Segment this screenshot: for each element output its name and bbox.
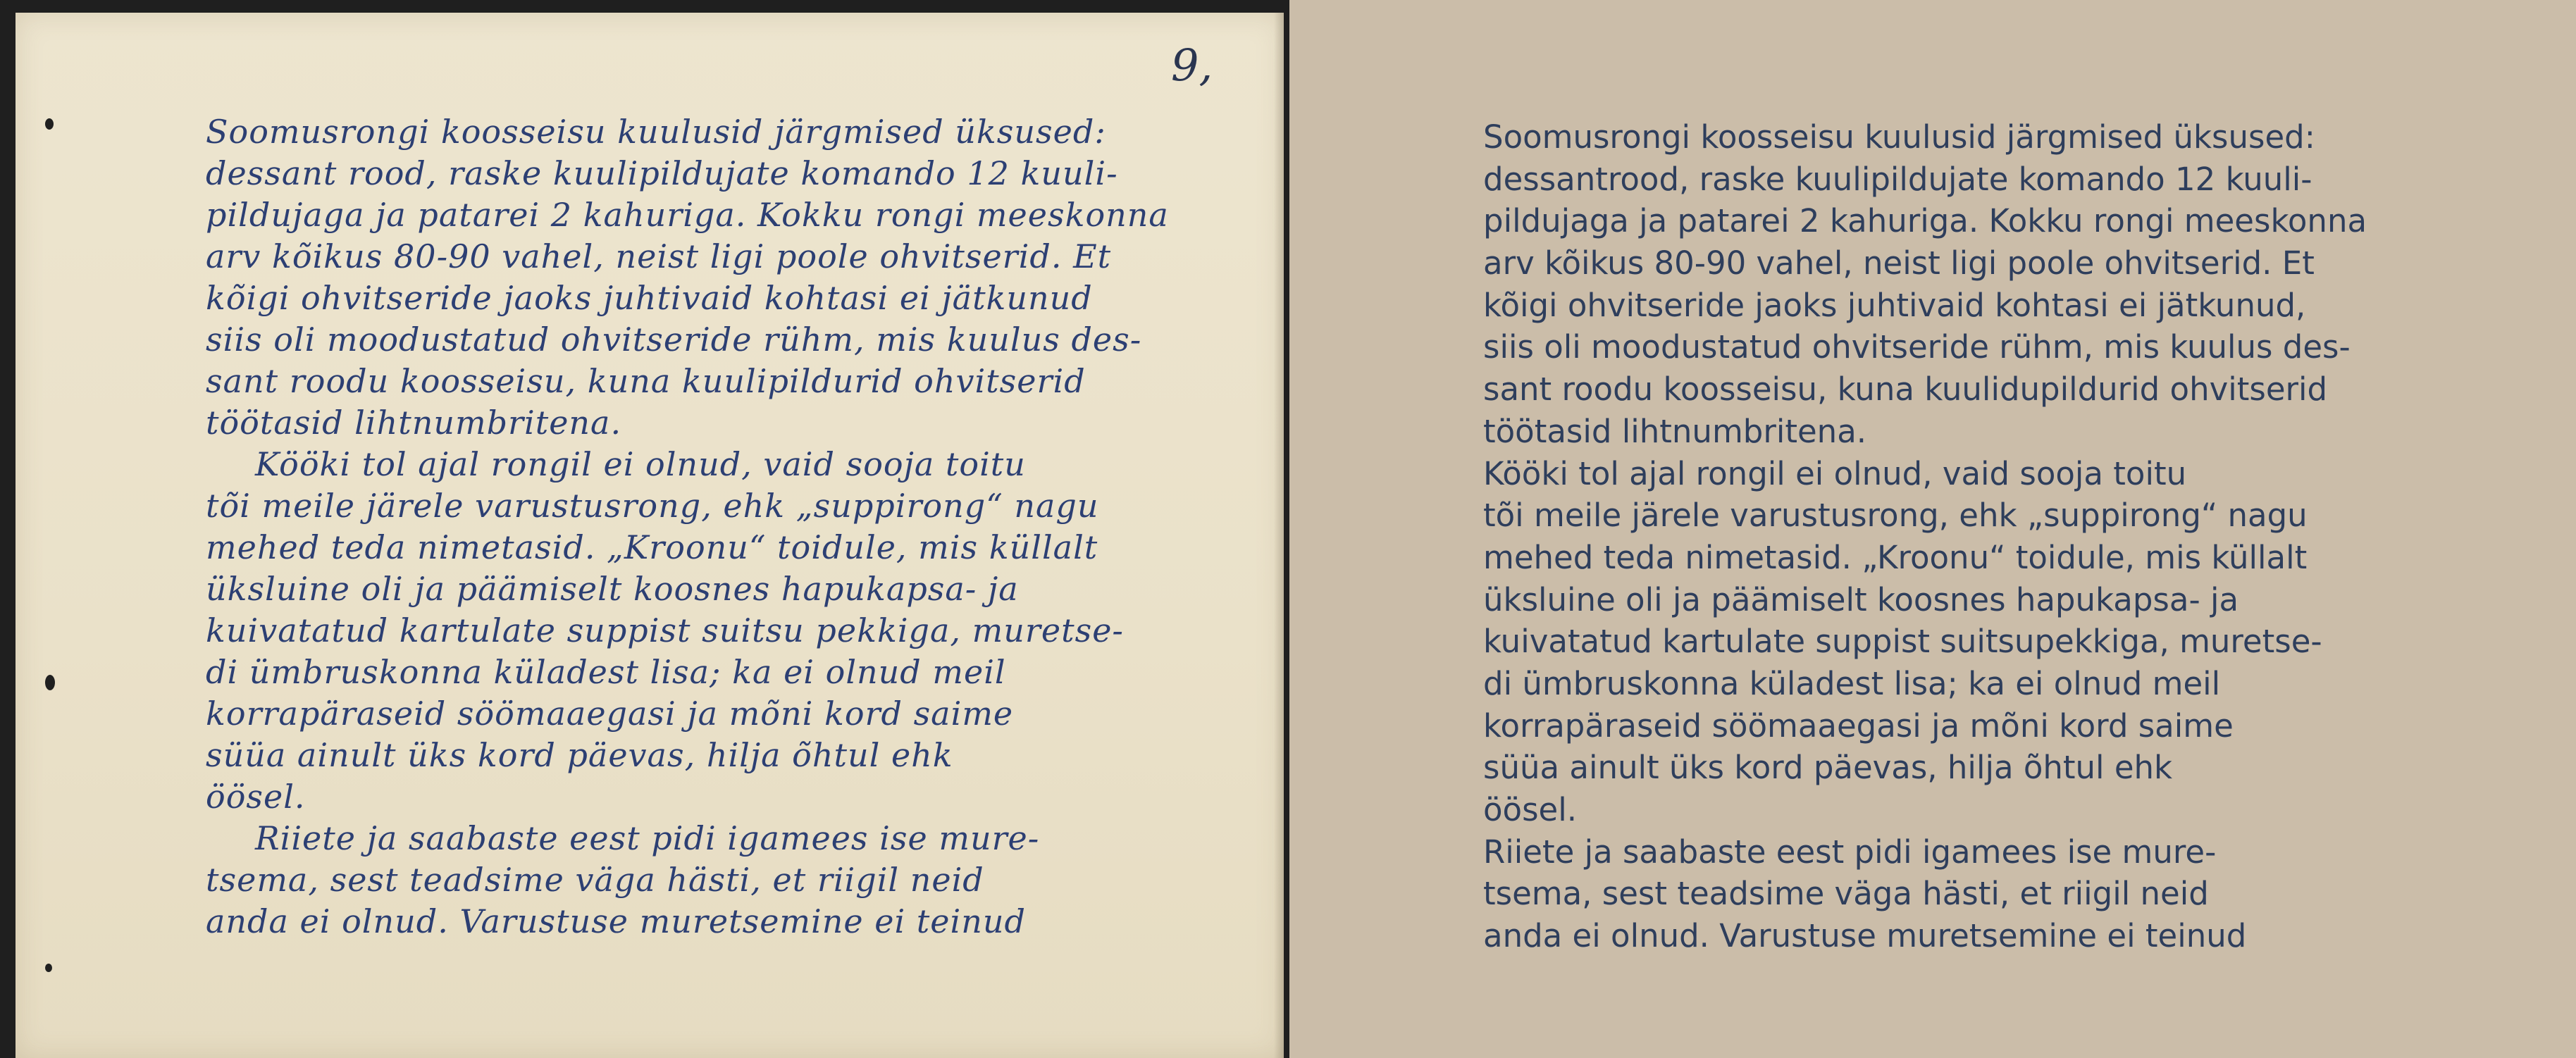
transcription-line: Kööki tol ajal rongil ei olnud, vaid sooja toitu [1483, 454, 2187, 492]
handwritten-text [206, 111, 1263, 942]
transcription-line: tsema, sest teadsime väga hästi, et riigil neid [1483, 875, 2209, 913]
transcription-line: süüa ainult üks kord päevas, hilja õhtul ehk [1483, 749, 2173, 787]
transcription-line: dessantrood, raske kuulipildujate komando 12 kuuli- [1483, 160, 2312, 198]
transcription-line: mehed teda nimetasid. „Kroonu“ toidule, mis küllalt [1483, 538, 2308, 576]
transcription-line: Riiete ja saabaste eest pidi igamees ise mure- [1483, 833, 2217, 871]
page-number: 9, [1171, 39, 1213, 91]
handwritten-line: süüa ainult üks kord päevas, hilja õhtul ehk [206, 736, 953, 774]
transcription-line: pildujaga ja patarei 2 kahuriga. Kokku rongi meeskonna [1483, 202, 2367, 240]
handwritten-line: siis oli moodustatud ohvitseride rühm, mis kuulus des- [206, 320, 1142, 359]
transcription-line: töötasid lihtnumbritena. [1483, 412, 1867, 450]
transcription-line: üksluine oli ja päämiselt koosnes hapukapsa- ja [1483, 580, 2239, 618]
handwritten-line: pildujaga ja patarei 2 kahuriga. Kokku rongi meeskonna [206, 196, 1169, 234]
handwritten-line: mehed teda nimetasid. „Kroonu“ toidule, mis küllalt [206, 528, 1098, 566]
handwritten-line: kuivatatud kartulate suppist suitsu pekkiga, muretse- [206, 611, 1124, 649]
handwritten-line: öösel. [206, 778, 306, 816]
paper-edge [1274, 13, 1284, 1058]
handwritten-line: tõi meile järele varustusrong, ehk „suppirong“ nagu [206, 487, 1099, 525]
transcription-pane [1289, 0, 2576, 1058]
transcription-line: kuivatatud kartulate suppist suitsupekkiga, muretse- [1483, 623, 2322, 661]
handwritten-line: töötasid lihtnumbritena. [206, 404, 622, 442]
transcription-line: sant roodu koosseisu, kuna kuulidupildurid ohvitserid [1483, 371, 2328, 409]
transcription-line: öösel. [1483, 791, 1578, 828]
transcription-line: kõigi ohvitseride jaoks juhtivaid kohtasi ei jätkunud, [1483, 286, 2306, 324]
transcription-line: Soomusrongi koosseisu kuulusid järgmised üksused: [1483, 118, 2315, 156]
handwritten-line: sant roodu koosseisu, kuna kuulipildurid ohvitserid [206, 362, 1086, 400]
handwritten-line: korrapäraseid söömaaegasi ja mõni kord saime [206, 695, 1014, 733]
transcription-text [1483, 116, 2512, 957]
handwritten-line: üksluine oli ja päämiselt koosnes hapukapsa- ja [206, 570, 1019, 608]
transcription-line: tõi meile järele varustusrong, ehk „suppirong“ nagu [1483, 497, 2308, 535]
handwritten-line: dessant rood, raske kuulipildujate komando 12 kuuli- [206, 154, 1118, 192]
handwritten-line: Soomusrongi koosseisu kuulusid järgmised üksused: [206, 113, 1106, 151]
handwritten-line: Kööki tol ajal rongil ei olnud, vaid sooja toitu [255, 445, 1026, 483]
handwritten-line: anda ei olnud. Varustuse muretsemine ei teinud [206, 902, 1026, 940]
punch-hole-mark [45, 964, 52, 972]
handwritten-line: kõigi ohvitseride jaoks juhtivaid kohtasi ei jätkunud [206, 279, 1093, 317]
handwritten-line: arv kõikus 80-90 vahel, neist ligi poole ohvitserid. Et [206, 237, 1112, 275]
handwritten-line: Riiete ja saabaste eest pidi igamees ise mure- [255, 819, 1040, 857]
transcription-line: di ümbruskonna küladest lisa; ka ei olnud meil [1483, 664, 2221, 702]
punch-hole-mark [45, 118, 54, 130]
transcription-line: korrapäraseid söömaaegasi ja mõni kord saime [1483, 707, 2234, 745]
handwritten-line: di ümbruskonna küladest lisa; ka ei olnud meil [206, 653, 1006, 691]
transcription-line: arv kõikus 80-90 vahel, neist ligi poole ohvitserid. Et [1483, 244, 2315, 282]
transcription-line: anda ei olnud. Varustuse muretsemine ei teinud [1483, 917, 2247, 955]
handwritten-line: tsema, sest teadsime väga hästi, et riigil neid [206, 861, 984, 899]
punch-hole-mark [45, 675, 55, 690]
transcription-line: siis oli moodustatud ohvitseride rühm, mis kuulus des- [1483, 328, 2351, 366]
manuscript-page-image [16, 13, 1284, 1058]
